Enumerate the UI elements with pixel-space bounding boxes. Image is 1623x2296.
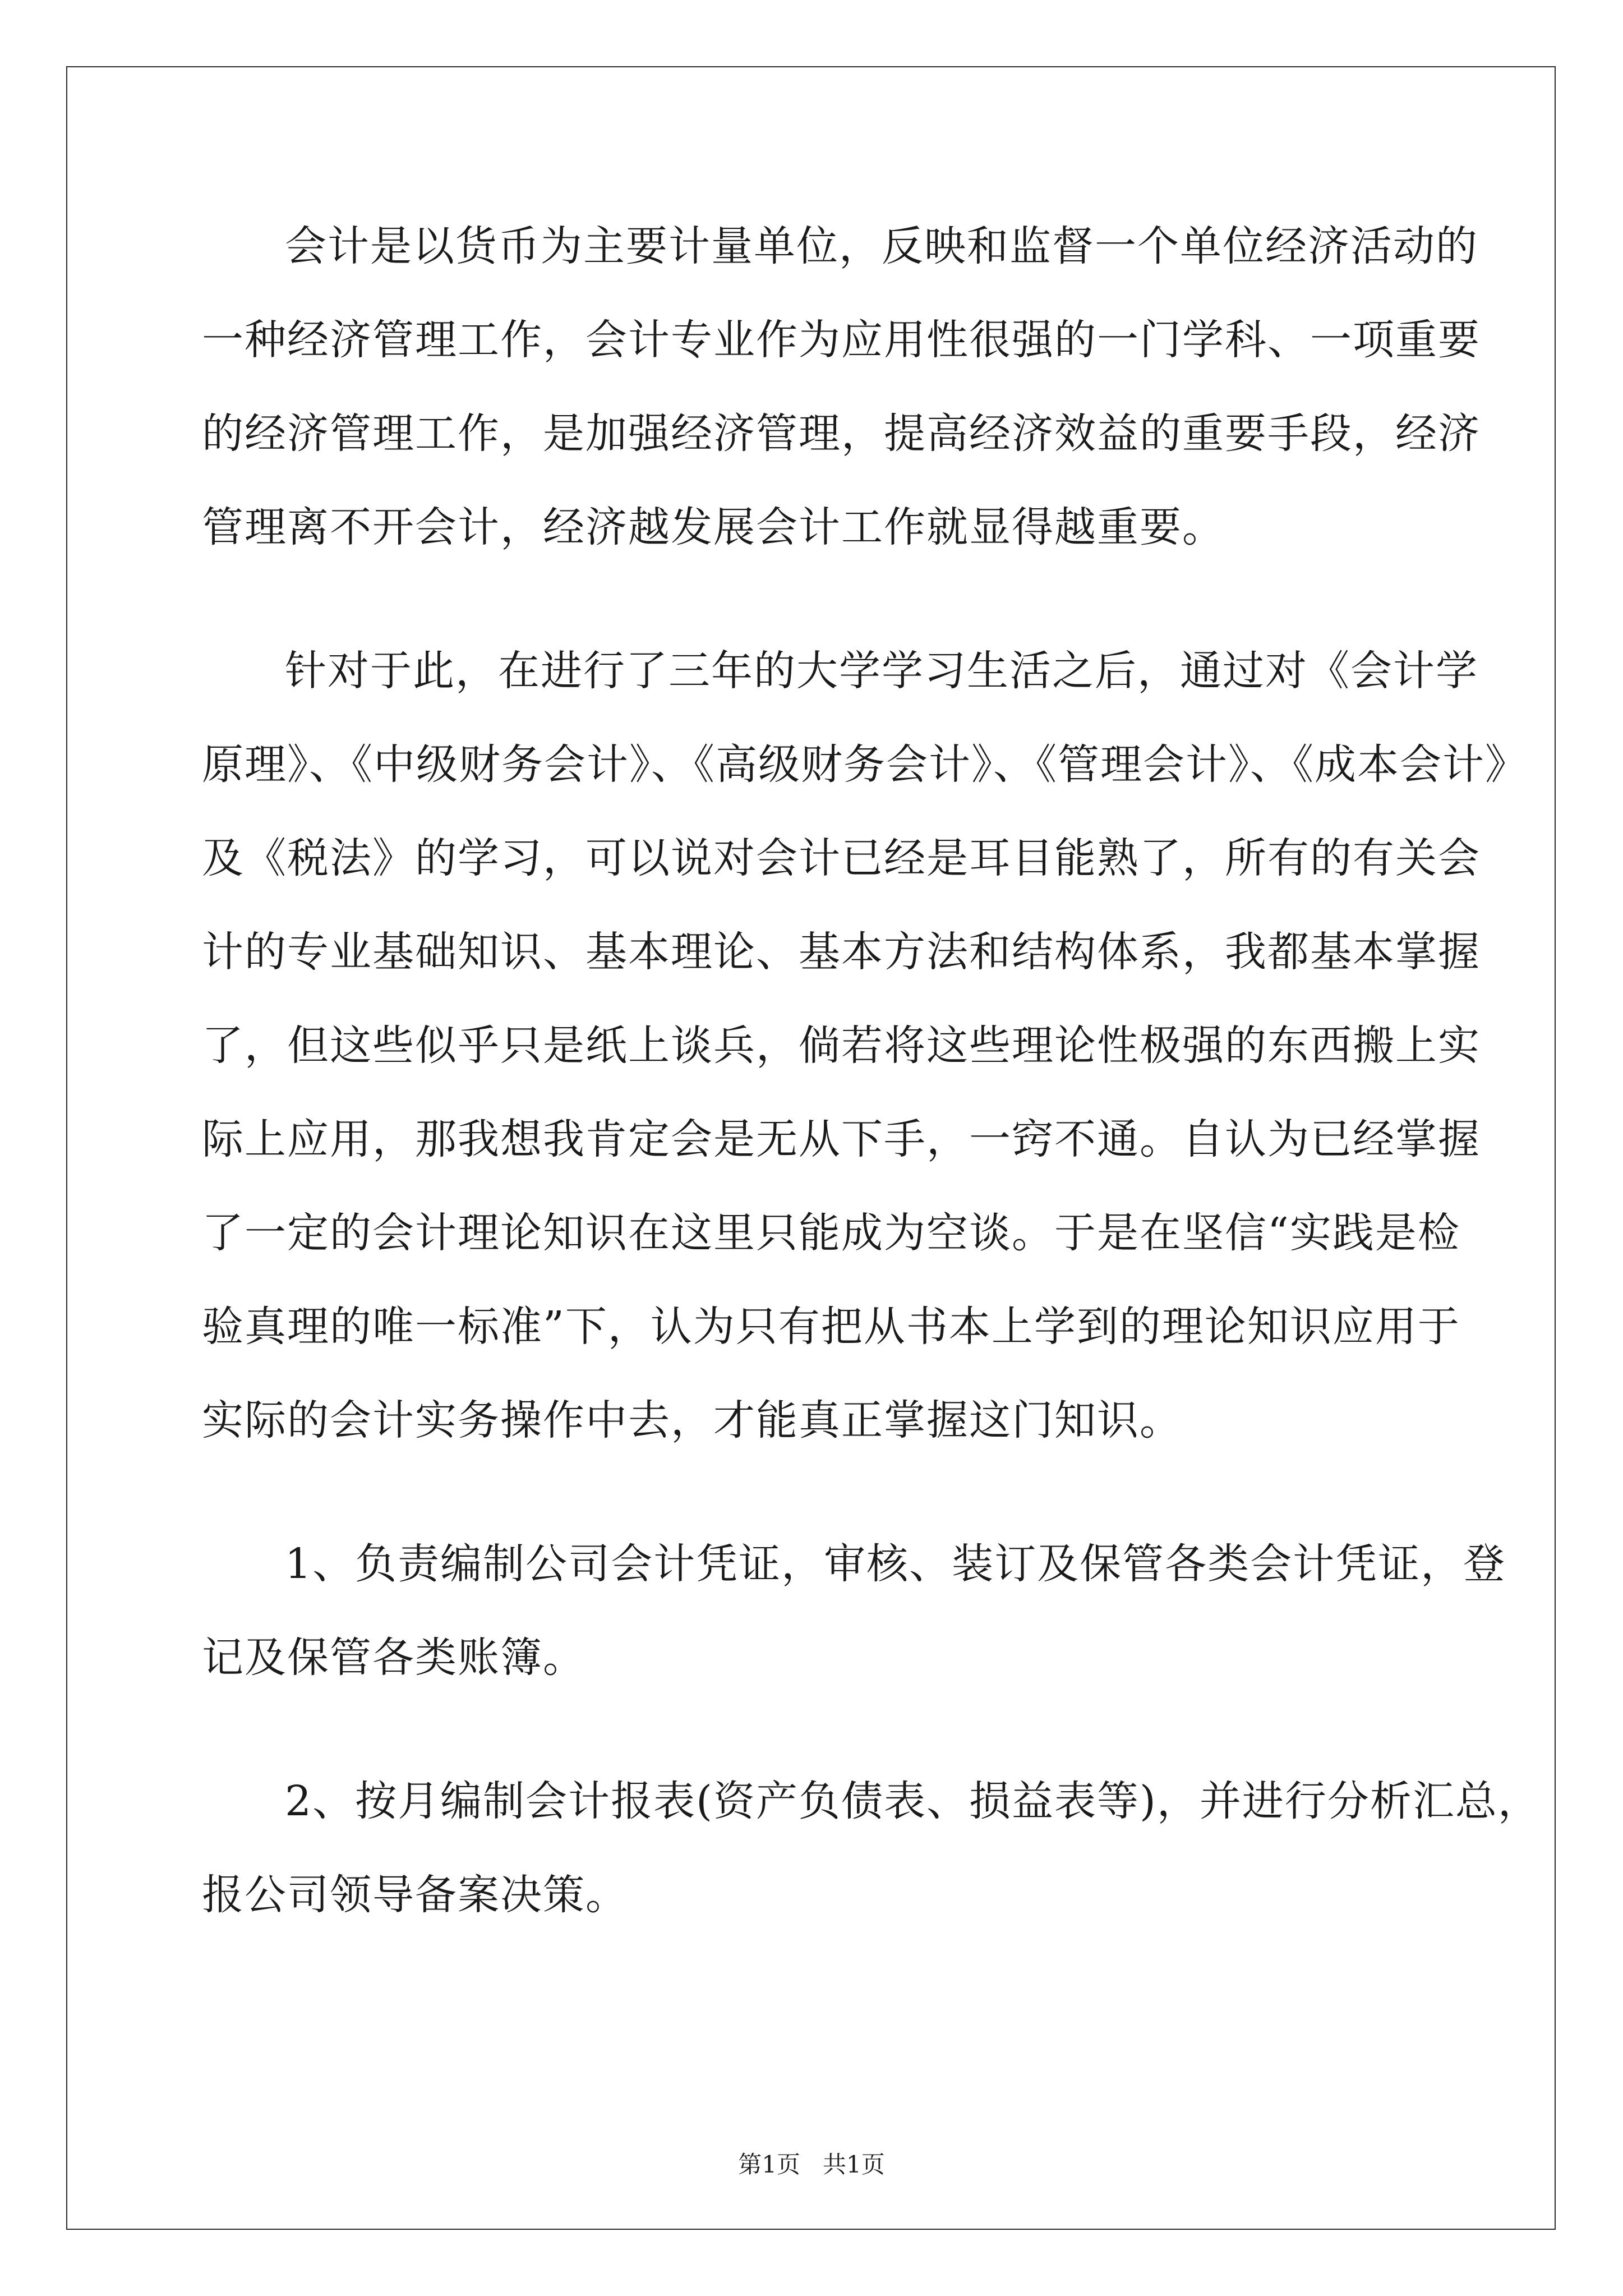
paragraph-2-line-7: 了一定的会计理论知识在这里只能成为空谈。于是在坚信“实践是检 [202,1209,1460,1257]
paragraph-3-line-2: 记及保管各类账簿。 [202,1634,585,1682]
paragraph-2-line-5: 了，但这些似乎只是纸上谈兵，倘若将这些理论性极强的东西搬上实 [202,1022,1481,1070]
paragraph-2-line-6: 际上应用，那我想我肯定会是无从下手，一窍不通。自认为已经掌握 [202,1115,1481,1163]
paragraph-2-line-1: 针对于此，在进行了三年的大学学习生活之后，通过对《会计学 [285,647,1478,695]
paragraph-1-line-1: 会计是以货币为主要计量单位，反映和监督一个单位经济活动的 [285,222,1478,270]
paragraph-2-line-4: 计的专业基础知识、基本理论、基本方法和结构体系，我都基本掌握 [202,928,1481,976]
page-footer: 第1页 共1页 [738,2151,885,2178]
paragraph-2-line-8: 验真理的唯一标准”下，认为只有把从书本上学到的理论知识应用于 [202,1303,1460,1351]
paragraph-4-line-1: 2、按月编制会计报表(资产负债表、损益表等)，并进行分析汇总， [285,1777,1541,1825]
paragraph-2-line-2: 原理》、《中级财务会计》、《高级财务会计》、《管理会计》、《成本会计》 [202,740,1528,789]
paragraph-4-line-2: 报公司领导备案决策。 [202,1871,628,1919]
paragraph-1-line-3: 的经济管理工作，是加强经济管理，提高经济效益的重要手段，经济 [202,409,1481,458]
paragraph-2-line-9: 实际的会计实务操作中去，才能真正掌握这门知识。 [202,1396,1182,1444]
paragraph-2-line-3: 及《税法》的学习，可以说对会计已经是耳目能熟了，所有的有关会 [202,834,1481,882]
paragraph-1-line-2: 一种经济管理工作，会计专业作为应用性很强的一门学科、一项重要 [202,316,1481,364]
paragraph-1-line-4: 管理离不开会计，经济越发展会计工作就显得越重要。 [202,503,1225,551]
paragraph-3-line-1: 1、负责编制公司会计凭证，审核、装订及保管各类会计凭证，登 [285,1540,1506,1588]
